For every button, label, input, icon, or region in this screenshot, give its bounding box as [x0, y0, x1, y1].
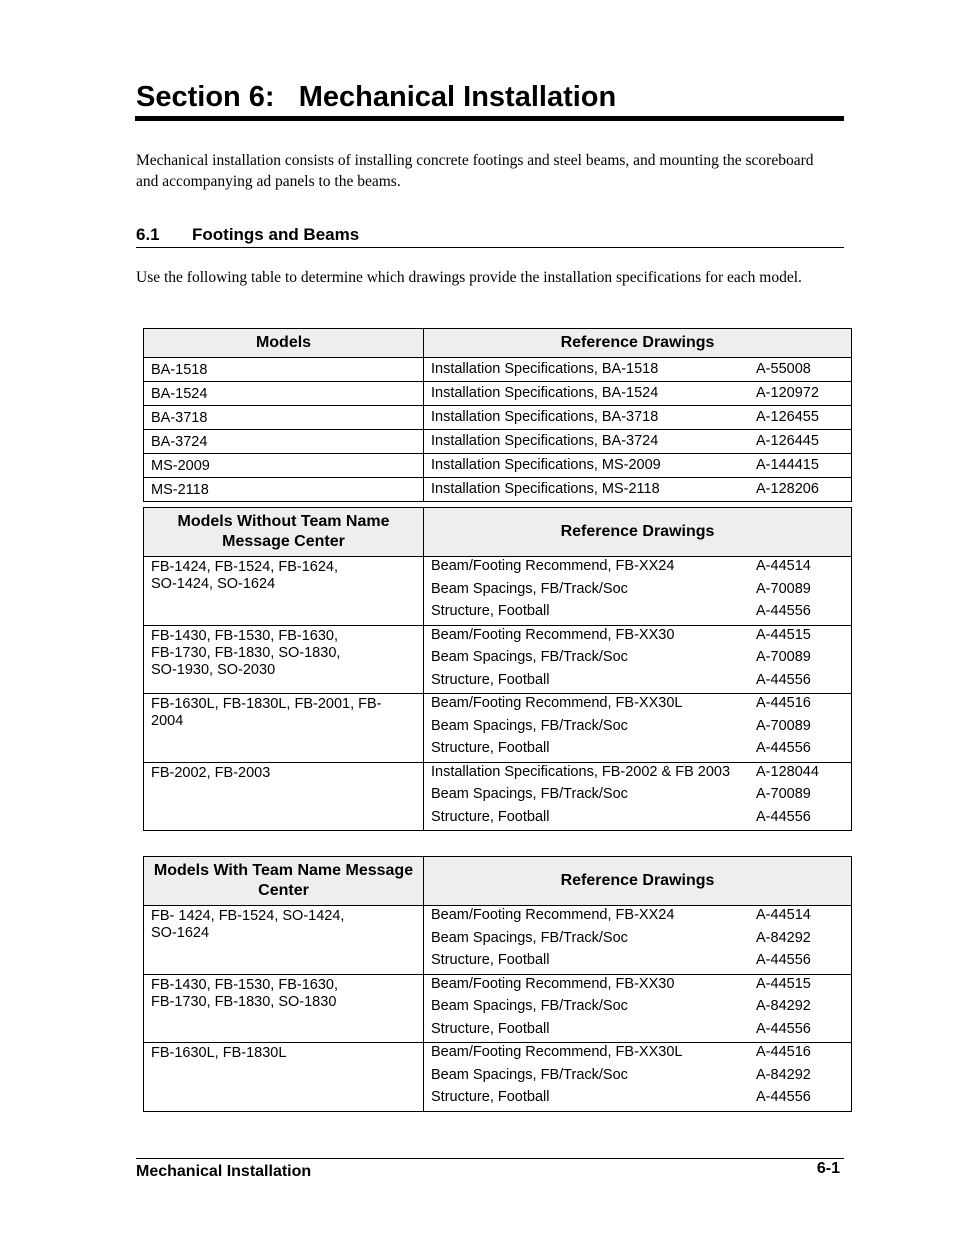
- drawing-entry: [431, 602, 844, 625]
- drawing-name: Structure, Football: [431, 740, 550, 756]
- footer-page-number: 6-1: [816, 1160, 840, 1177]
- drawing-number: A-144415: [756, 457, 819, 473]
- drawing-name: Structure, Football: [431, 1020, 550, 1037]
- drawing-name: Beam/Footing Recommend, FB-XX30L: [431, 1044, 683, 1060]
- reference-drawings-cell: [424, 694, 852, 763]
- table-header-row: [144, 508, 852, 557]
- drawing-entry: [431, 951, 844, 974]
- drawing-entry: [431, 557, 844, 580]
- model-cell: FB-1430, FB-1530, FB-1630, FB-1730, FB-1830, SO-1830, SO-1930, SO-2030: [144, 625, 424, 694]
- model-cell: FB- 1424, FB-1524, SO-1424, SO-1624: [144, 906, 424, 975]
- drawing-name: Beam/Footing Recommend, FB-XX24: [431, 907, 675, 923]
- reference-drawings-cell: [424, 358, 852, 382]
- drawing-name: Beam Spacings, FB/Track/Soc: [431, 580, 628, 597]
- drawing-name: Beam Spacings, FB/Track/Soc: [431, 786, 628, 802]
- table-row: [144, 625, 852, 694]
- drawing-entry: [431, 997, 844, 1020]
- table-row: [144, 906, 852, 975]
- drawing-name: Installation Specifications, BA-1518: [431, 361, 659, 377]
- drawing-entry: [431, 406, 844, 428]
- drawing-number: A-44514: [756, 907, 811, 923]
- table-row: [144, 478, 852, 502]
- model-cell: MS-2118: [144, 478, 424, 502]
- drawing-name: Installation Specifications, MS-2118: [431, 481, 660, 497]
- column-header-models: Models: [144, 329, 424, 358]
- drawing-name: Structure, Football: [431, 952, 550, 968]
- drawing-name: Installation Specifications, MS-2009: [431, 457, 661, 473]
- drawing-name: Installation Specifications, FB-2002 & FB 2003: [431, 763, 731, 780]
- drawing-number: A-44556: [756, 1020, 811, 1037]
- drawing-number: A-70089: [756, 649, 811, 665]
- model-cell: FB-1430, FB-1530, FB-1630, FB-1730, FB-1830, SO-1830: [144, 974, 424, 1043]
- drawing-name: Beam/Footing Recommend, FB-XX30: [431, 975, 675, 992]
- drawing-number: A-44556: [756, 603, 811, 619]
- drawing-entry: [431, 358, 844, 380]
- models-reference-table: [143, 328, 852, 502]
- drawing-name: Structure, Football: [431, 1089, 550, 1105]
- column-header-models-without-team-name: Models Without Team Name Message Center: [144, 508, 424, 557]
- table-row: [144, 974, 852, 1043]
- model-cell: BA-1518: [144, 358, 424, 382]
- drawing-number: A-55008: [756, 361, 811, 377]
- models-without-team-name-table: [143, 507, 852, 831]
- model-cell: MS-2009: [144, 454, 424, 478]
- section-lead: Use the following table to determine which drawings provide the installation specifications for each model.: [136, 269, 802, 286]
- model-cell: FB-1630L, FB-1830L: [144, 1043, 424, 1112]
- reference-drawings-cell: [424, 406, 852, 430]
- drawing-entry: [431, 1088, 844, 1111]
- drawing-number: A-44556: [756, 671, 811, 688]
- page-title: Section 6: Mechanical Installation: [136, 81, 617, 113]
- reference-drawings-cell: [424, 478, 852, 502]
- drawing-name: Beam/Footing Recommend, FB-XX30: [431, 626, 675, 643]
- drawing-entry: [431, 763, 844, 786]
- model-cell: BA-3724: [144, 430, 424, 454]
- drawing-number: A-44516: [756, 1044, 811, 1060]
- model-cell: FB-1424, FB-1524, FB-1624, SO-1424, SO-1624: [144, 557, 424, 626]
- drawing-entry: [431, 717, 844, 740]
- intro-paragraph: Mechanical installation consists of installing concrete footings and steel beams, and mounting the scoreboard and accompanying ad panels to the beams.: [136, 152, 814, 190]
- drawing-number: A-44556: [756, 808, 811, 825]
- section-number: 6.1: [136, 225, 160, 244]
- drawing-entry: [431, 626, 844, 649]
- drawing-name: Beam Spacings, FB/Track/Soc: [431, 649, 628, 665]
- drawing-entry: [431, 478, 844, 500]
- table-row: [144, 430, 852, 454]
- drawing-number: A-44514: [756, 558, 811, 574]
- reference-drawings-cell: [424, 906, 852, 975]
- reference-drawings-cell: [424, 1043, 852, 1112]
- table-header-row: [144, 329, 852, 358]
- reference-drawings-cell: [424, 454, 852, 478]
- drawing-number: A-126445: [756, 433, 819, 449]
- drawing-name: Installation Specifications, BA-3724: [431, 433, 659, 449]
- drawing-entry: [431, 929, 844, 952]
- drawing-entry: [431, 430, 844, 452]
- drawing-name: Beam Spacings, FB/Track/Soc: [431, 929, 628, 946]
- table-row: [144, 762, 852, 831]
- reference-drawings-cell: [424, 382, 852, 406]
- drawing-number: A-44556: [756, 1089, 811, 1105]
- drawing-entry: [431, 739, 844, 762]
- drawing-name: Installation Specifications, BA-1524: [431, 385, 659, 401]
- drawing-name: Installation Specifications, BA-3718: [431, 409, 659, 425]
- section-title: Footings and Beams: [192, 225, 360, 244]
- drawing-number: A-44515: [756, 975, 811, 992]
- drawing-entry: [431, 671, 844, 694]
- drawing-entry: [431, 808, 844, 831]
- drawing-entry: [431, 694, 844, 717]
- model-cell: BA-3718: [144, 406, 424, 430]
- column-header-models-with-team-name: Models With Team Name Message Center: [144, 857, 424, 906]
- drawing-number: A-44515: [756, 626, 811, 643]
- model-cell: FB-2002, FB-2003: [144, 762, 424, 831]
- drawing-number: A-70089: [756, 717, 811, 734]
- section-heading: [136, 224, 844, 248]
- table-body: [144, 557, 852, 831]
- drawing-entry: [431, 382, 844, 404]
- drawing-number: A-84292: [756, 998, 811, 1014]
- table-row: [144, 382, 852, 406]
- table-row: [144, 406, 852, 430]
- table-row: [144, 358, 852, 382]
- drawing-entry: [431, 648, 844, 671]
- drawing-entry: [431, 580, 844, 603]
- drawing-number: A-44516: [756, 695, 811, 711]
- drawing-name: Beam Spacings, FB/Track/Soc: [431, 998, 628, 1014]
- drawing-name: Beam/Footing Recommend, FB-XX24: [431, 558, 675, 574]
- drawing-name: Beam/Footing Recommend, FB-XX30L: [431, 695, 683, 711]
- reference-drawings-cell: [424, 430, 852, 454]
- drawing-number: A-126455: [756, 409, 819, 425]
- drawing-name: Structure, Football: [431, 671, 550, 688]
- column-header-reference-drawings: Reference Drawings: [424, 857, 852, 906]
- drawing-entry: [431, 1066, 844, 1089]
- reference-drawings-cell: [424, 974, 852, 1043]
- column-header-reference-drawings: Reference Drawings: [424, 329, 852, 358]
- drawing-number: A-70089: [756, 580, 811, 597]
- table-body: [144, 906, 852, 1112]
- model-cell: BA-1524: [144, 382, 424, 406]
- drawing-number: A-44556: [756, 740, 811, 756]
- table-row: [144, 694, 852, 763]
- drawing-entry: [431, 454, 844, 476]
- column-header-reference-drawings: Reference Drawings: [424, 508, 852, 557]
- drawing-name: Structure, Football: [431, 603, 550, 619]
- reference-drawings-cell: [424, 557, 852, 626]
- drawing-number: A-120972: [756, 385, 819, 401]
- drawing-number: A-84292: [756, 929, 811, 946]
- table-row: [144, 1043, 852, 1112]
- drawing-entry: [431, 1043, 844, 1066]
- drawing-entry: [431, 785, 844, 808]
- table-body: [144, 358, 852, 502]
- title-rule: [135, 116, 844, 121]
- footer-rule: [136, 1158, 844, 1159]
- reference-drawings-cell: [424, 625, 852, 694]
- table-row: [144, 557, 852, 626]
- drawing-name: Structure, Football: [431, 808, 550, 825]
- drawing-number: A-84292: [756, 1066, 811, 1083]
- footer-section-name: Mechanical Installation: [136, 1163, 312, 1180]
- reference-drawings-cell: [424, 762, 852, 831]
- drawing-number: A-128206: [756, 481, 819, 497]
- table-row: [144, 454, 852, 478]
- table-header-row: [144, 857, 852, 906]
- models-with-team-name-table: [143, 856, 852, 1112]
- drawing-entry: [431, 975, 844, 998]
- drawing-name: Beam Spacings, FB/Track/Soc: [431, 1066, 628, 1083]
- drawing-entry: [431, 1020, 844, 1043]
- drawing-name: Beam Spacings, FB/Track/Soc: [431, 717, 628, 734]
- drawing-number: A-128044: [756, 763, 819, 780]
- drawing-number: A-44556: [756, 952, 811, 968]
- model-cell: FB-1630L, FB-1830L, FB-2001, FB- 2004: [144, 694, 424, 763]
- drawing-entry: [431, 906, 844, 929]
- drawing-number: A-70089: [756, 786, 811, 802]
